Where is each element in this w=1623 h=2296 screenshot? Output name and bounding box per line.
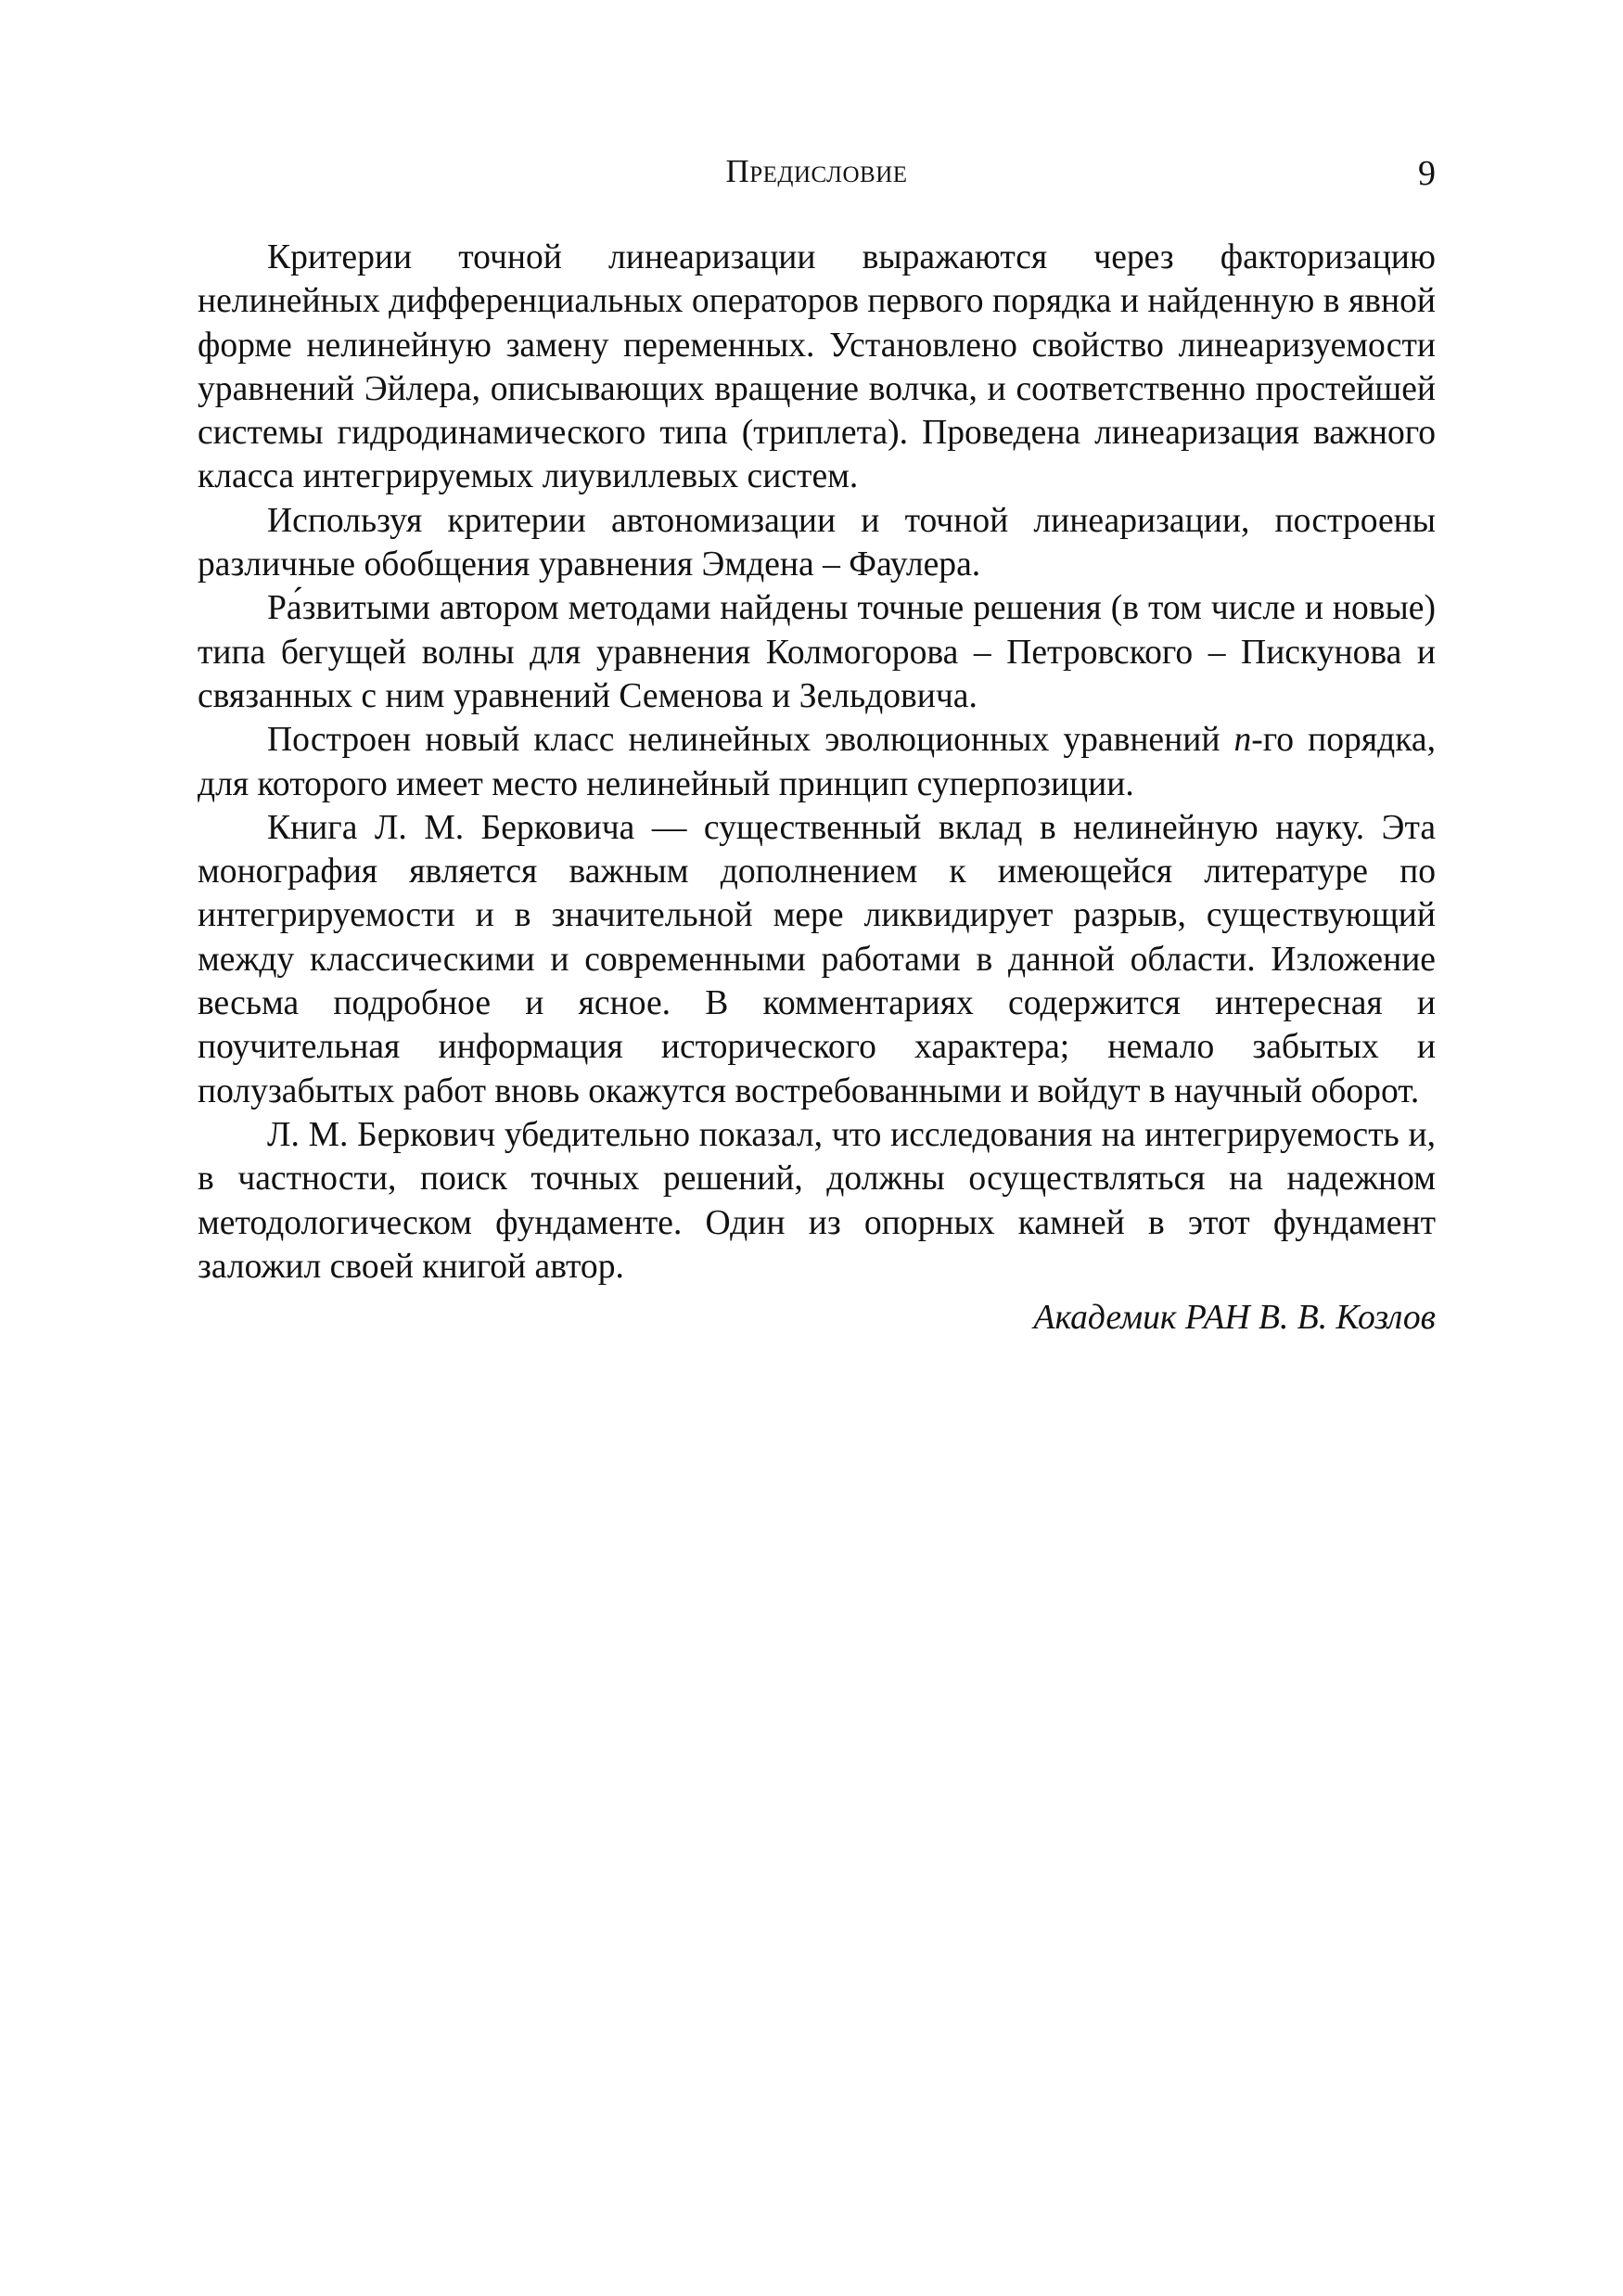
preface-body — [198, 236, 1436, 1340]
paragraph-book-contribution: Книга Л. М. Берковича — существенный вклад в нелинейную науку. Эта монография является важным дополнением к имеющейся литературе по интегрируемости и в значительной мере ликвидирует разрыв, существующий между классическими и современными работами в данной области. Изложение весьма подробное и ясное. В комментариях содержится интересная и поучительная информация исторического характера; немало забытых и полузабытых работ вновь окажутся востребованными и войдут в научный оборот. — [198, 808, 1436, 1110]
page-number: 9 — [1418, 154, 1436, 193]
math-variable-n: n — [1233, 721, 1252, 760]
running-header — [198, 153, 1436, 194]
superposition-text-before: Построен новый класс нелинейных эволюционных уравнений — [267, 721, 1234, 760]
running-title: Предисловие — [725, 153, 908, 189]
paragraph-traveling-wave: Ра́звитыми автором методами найдены точные решения (в том числе и новые) типа бегущей волны для уравнения Колмогорова – Петровского – Пискунова и связанных с ним уравнений Семенова и Зельдовича. — [198, 589, 1436, 715]
paragraph-superposition — [198, 718, 1436, 806]
paragraph-emden-fowler: Используя критерии автономизации и точной линеаризации, построены различные обобщения уравнения Эмдена – Фаулера. — [198, 501, 1436, 584]
superposition-text-after: -го порядка, для которого имеет место нелинейный принцип суперпозиции. — [198, 721, 1436, 803]
paragraph-conclusion: Л. М. Беркович убедительно показал, что исследования на интегрируемость и, в частности, поиск точных решений, должны осуществляться на надежном методологическом фундаменте. Один из опорных камней в этот фундамент заложил своей книгой автор. — [198, 1115, 1436, 1286]
paragraph-linearization: Критерии точной линеаризации выражаются через факторизацию нелинейных дифференциальных операторов первого порядка и найденную в явной форме нелинейную замену переменных. Установлено свойство линеаризуемости уравнений Эйлера, описывающих вращение волчка, и соответственно простейшей системы гидродинамического типа (триплета). Проведена линеаризация важного класса интегрируемых лиувиллевых систем. — [198, 238, 1436, 496]
author-signature: Академик РАН В. В. Козлов — [1033, 1299, 1436, 1338]
